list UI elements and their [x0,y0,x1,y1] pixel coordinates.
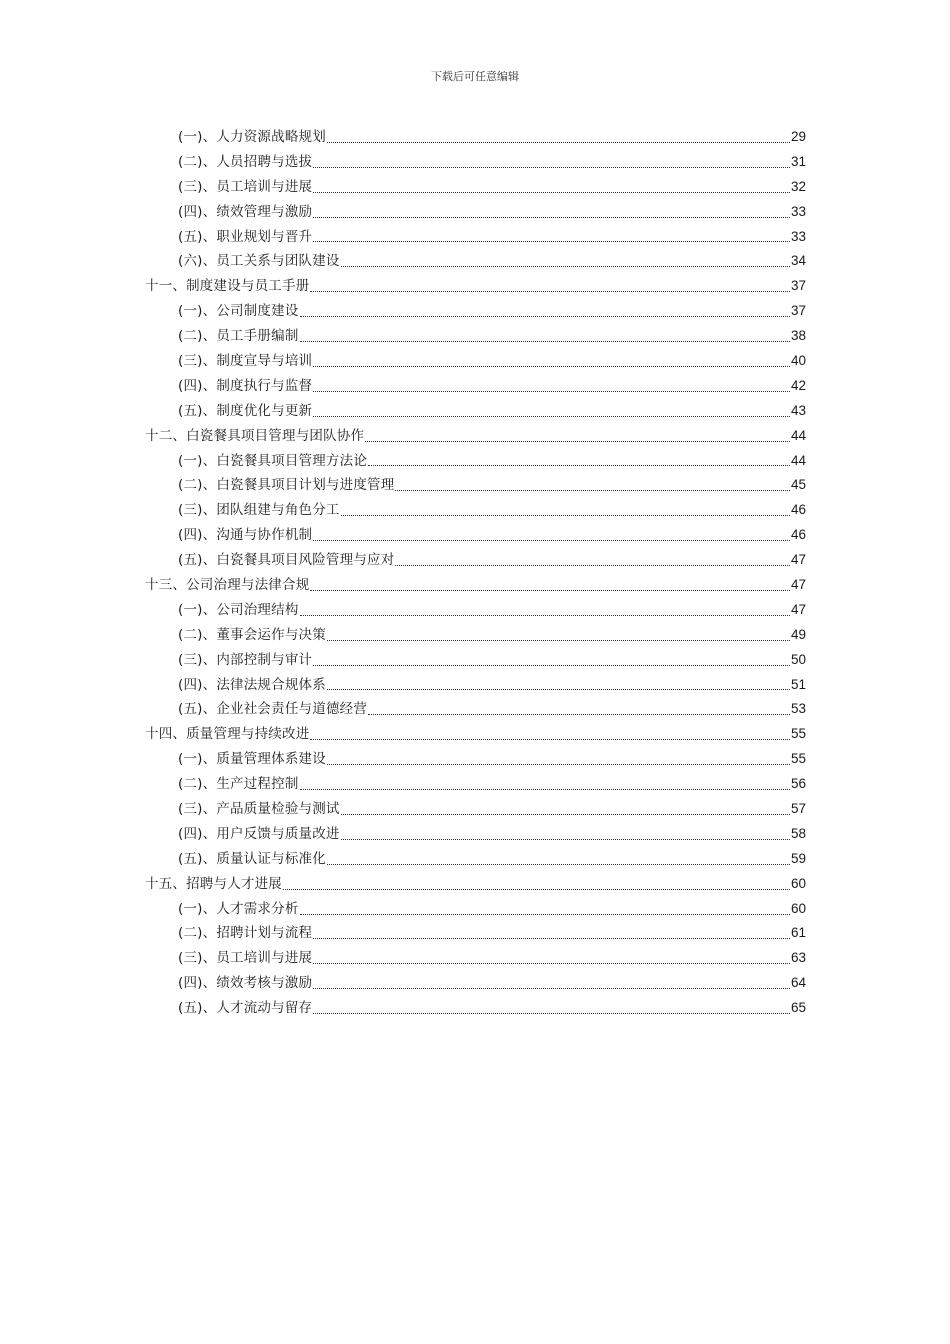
toc-section-entry[interactable] [145,249,806,274]
toc-dot-leader [313,539,790,541]
toc-dot-leader [313,1012,790,1014]
toc-dot-leader [327,639,790,641]
toc-dot-leader [327,863,790,865]
toc-section-entry[interactable] [145,971,806,996]
toc-page-number: 33 [790,228,806,244]
toc-entry-title: (五)、企业社会责任与道德经营 [178,701,368,718]
toc-section-entry[interactable] [145,772,806,797]
toc-dot-leader [341,514,790,516]
toc-entry-title: (四)、用户反馈与质量改进 [178,825,340,842]
toc-page-number: 60 [790,900,806,916]
toc-section-entry[interactable] [145,523,806,548]
toc-section-entry[interactable] [145,399,806,424]
toc-chapter-entry[interactable] [145,573,806,598]
toc-entry-title: (一)、人力资源战略规划 [178,128,326,145]
toc-entry-title: (五)、制度优化与更新 [178,402,313,419]
toc-page-number: 47 [790,577,806,593]
toc-dot-leader [300,913,790,915]
toc-chapter-entry[interactable] [145,722,806,747]
toc-section-entry[interactable] [145,498,806,523]
toc-section-entry[interactable] [145,449,806,474]
toc-entry-title: 十三、公司治理与法律合规 [145,577,310,594]
toc-section-entry[interactable] [145,598,806,623]
toc-dot-leader [313,664,790,666]
toc-section-entry[interactable] [145,200,806,225]
toc-page-number: 31 [790,153,806,169]
toc-section-entry[interactable] [145,150,806,175]
toc-page-number: 55 [790,726,806,742]
toc-page-number: 34 [790,253,806,269]
toc-page-number: 44 [790,452,806,468]
toc-dot-leader [313,962,790,964]
toc-dot-leader [313,390,790,392]
toc-entry-title: (一)、质量管理体系建设 [178,751,326,768]
toc-section-entry[interactable] [145,473,806,498]
toc-page-number: 63 [790,950,806,966]
toc-page-number: 57 [790,801,806,817]
toc-page-number: 55 [790,751,806,767]
toc-dot-leader [368,713,790,715]
toc-dot-leader [395,564,790,566]
toc-page-number: 60 [790,875,806,891]
toc-entry-title: (三)、员工培训与进展 [178,950,313,967]
toc-entry-title: (三)、制度宣导与培训 [178,353,313,369]
toc-page-number: 53 [790,701,806,717]
toc-entry-title: 十一、制度建设与员工手册 [145,278,310,295]
toc-dot-leader [283,888,790,890]
toc-dot-leader [341,813,790,815]
toc-dot-leader [300,614,790,616]
toc-dot-leader [365,440,790,442]
toc-entry-title: (一)、公司制度建设 [178,303,299,320]
toc-entry-title: (五)、职业规划与晋升 [178,228,313,245]
toc-entry-title: (三)、产品质量检验与测试 [178,801,340,818]
toc-entry-title: (四)、绩效考核与激励 [178,975,313,992]
toc-dot-leader [300,788,790,790]
toc-entry-title: (二)、招聘计划与流程 [178,925,313,942]
toc-dot-leader [313,240,790,242]
toc-entry-title: (一)、公司治理结构 [178,601,299,618]
toc-section-entry[interactable] [145,697,806,722]
toc-entry-title: (二)、董事会运作与决策 [178,626,326,643]
toc-dot-leader [313,166,790,168]
toc-entry-title: (三)、团队组建与角色分工 [178,502,340,519]
toc-entry-title: (六)、员工关系与团队建设 [178,253,340,270]
toc-section-entry[interactable] [145,946,806,971]
toc-page-number: 37 [790,303,806,319]
toc-dot-leader [368,464,790,466]
toc-dot-leader [310,738,790,740]
toc-page-number: 61 [790,925,806,941]
toc-page-number: 46 [790,527,806,543]
toc-page-number: 59 [790,850,806,866]
toc-page-number: 58 [790,825,806,841]
toc-page-number: 40 [790,353,806,368]
toc-entry-title: (二)、白瓷餐具项目计划与进度管理 [178,477,395,494]
toc-page-number: 45 [790,477,806,493]
toc-section-entry[interactable] [145,747,806,772]
toc-page-number: 47 [790,552,806,568]
header-note: 下载后可任意编辑 [431,70,519,83]
toc-dot-leader [310,589,790,591]
toc-page-number: 42 [790,377,806,393]
toc-dot-leader [327,141,790,143]
toc-page-number: 29 [790,128,806,144]
toc-dot-leader [341,265,790,267]
toc-page-number: 47 [790,601,806,617]
toc-entry-title: (二)、员工手册编制 [178,328,299,345]
toc-dot-leader [310,290,790,292]
toc-section-entry[interactable] [145,797,806,822]
toc-section-entry[interactable] [145,125,806,150]
toc-dot-leader [327,688,790,690]
toc-page-number: 44 [790,427,806,443]
toc-chapter-entry[interactable] [145,274,806,299]
toc-section-entry[interactable] [145,548,806,573]
toc-dot-leader [313,415,790,417]
toc-page-number: 37 [790,278,806,294]
toc-page-number: 46 [790,502,806,518]
toc-page-number: 49 [790,626,806,642]
toc-page-number: 32 [790,178,806,194]
toc-section-entry[interactable] [145,225,806,250]
toc-entry-title: (四)、法律法规合规体系 [178,676,326,693]
toc-entry-title: (二)、人员招聘与选拔 [178,153,313,170]
toc-entry-title: (四)、绩效管理与激励 [178,203,313,220]
toc-entry-title: (二)、生产过程控制 [178,776,299,793]
toc-dot-leader [300,340,790,342]
toc-page-number: 51 [790,676,806,692]
toc-dot-leader [313,216,790,218]
toc-entry-title: (四)、制度执行与监督 [178,377,313,394]
toc-page-number: 64 [790,975,806,991]
toc-entry-title: 十二、白瓷餐具项目管理与团队协作 [145,427,365,444]
toc-section-entry[interactable] [145,922,806,947]
toc-section-entry[interactable] [145,673,806,698]
table-of-contents [145,125,806,1021]
toc-dot-leader [327,763,790,765]
toc-entry-title: (五)、白瓷餐具项目风险管理与应对 [178,552,395,569]
toc-page-number: 50 [790,651,806,667]
toc-dot-leader [395,489,790,491]
toc-page-number: 65 [790,1000,806,1016]
toc-dot-leader [313,191,790,193]
toc-page-number: 33 [790,203,806,219]
toc-page-number: 38 [790,328,806,344]
toc-section-entry[interactable] [145,623,806,648]
toc-page-number: 43 [790,402,806,418]
toc-section-entry[interactable] [145,349,806,374]
toc-section-entry[interactable] [145,324,806,349]
toc-entry-title: (三)、员工培训与进展 [178,178,313,195]
toc-entry-title: 十五、招聘与人才进展 [145,875,282,892]
toc-section-entry[interactable] [145,847,806,872]
toc-dot-leader [313,365,790,367]
toc-section-entry[interactable] [145,822,806,847]
toc-page-number: 56 [790,776,806,792]
toc-section-entry[interactable] [145,374,806,399]
toc-chapter-entry[interactable] [145,424,806,449]
toc-dot-leader [300,315,790,317]
toc-section-entry[interactable] [145,648,806,673]
toc-entry-title: 十四、质量管理与持续改进 [145,726,310,743]
toc-entry-title: (五)、人才流动与留存 [178,1000,313,1017]
toc-entry-title: (一)、人才需求分析 [178,900,299,917]
toc-entry-title: (三)、内部控制与审计 [178,651,313,668]
toc-dot-leader [313,987,790,989]
toc-entry-title: (一)、白瓷餐具项目管理方法论 [178,452,368,469]
toc-section-entry[interactable] [145,897,806,922]
toc-section-entry[interactable] [145,175,806,200]
toc-section-entry[interactable] [145,299,806,324]
toc-chapter-entry[interactable] [145,872,806,897]
toc-entry-title: (四)、沟通与协作机制 [178,527,313,544]
toc-section-entry[interactable] [145,996,806,1021]
toc-dot-leader [341,838,790,840]
toc-dot-leader [313,937,790,939]
toc-entry-title: (五)、质量认证与标准化 [178,850,326,867]
